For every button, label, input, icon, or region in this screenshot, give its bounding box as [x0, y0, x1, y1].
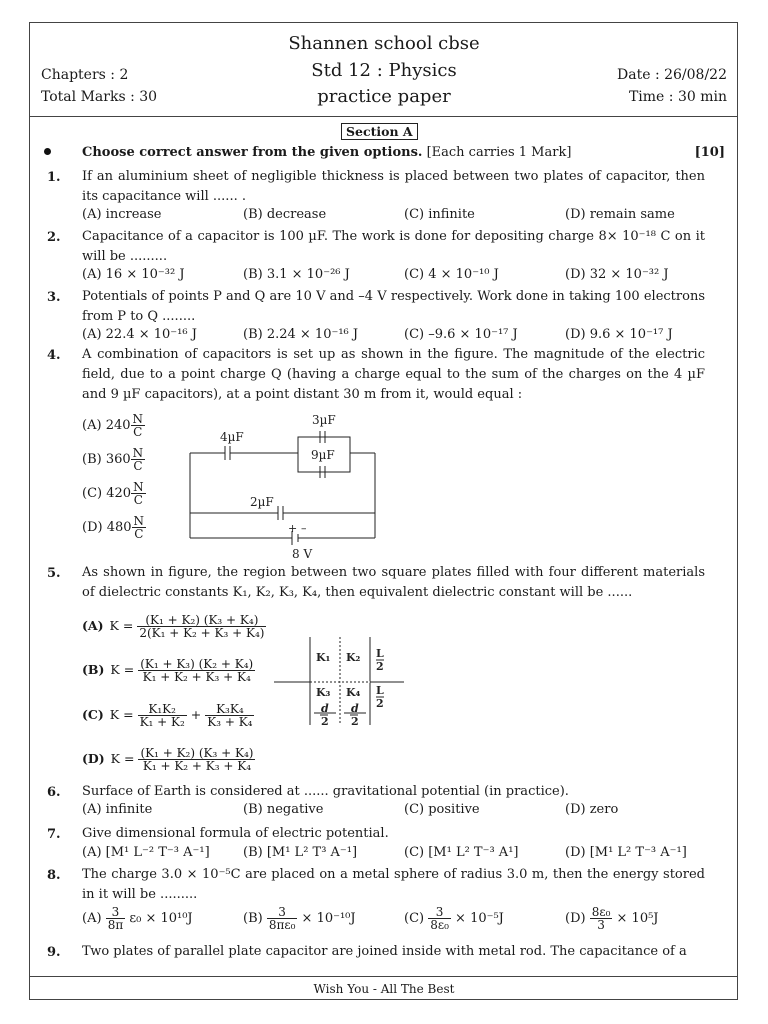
formula-fraction — [267, 906, 298, 931]
fraction-numerator: K₃K₄ — [205, 703, 254, 716]
option-value: 360 — [105, 452, 131, 467]
option: (B) 2.24 × 10⁻¹⁶ J — [243, 327, 359, 342]
label-plus: + — [288, 522, 298, 535]
option-a — [82, 614, 266, 639]
question-text: If an aluminium sheet of negligible thickness is placed between two plates of capacitor, then its capacitance will ...... . — [82, 169, 705, 204]
option-label: (D) — [82, 520, 103, 535]
fraction-denominator: 8ε₀ — [430, 918, 449, 932]
option-d — [82, 515, 146, 540]
fraction-numerator: N — [132, 446, 144, 460]
option-tail: × 10⁻⁵J — [455, 911, 504, 926]
formula-fraction — [106, 906, 126, 931]
fraction-numerator: N — [133, 514, 145, 528]
l-label-top: L — [376, 647, 384, 660]
fraction-numerator: 3 — [267, 906, 298, 919]
formula-fraction — [138, 658, 255, 683]
formula-fraction — [205, 703, 254, 728]
two-label-bottom: 2 — [376, 697, 384, 710]
fraction-numerator: N — [133, 480, 144, 494]
paper-title: practice paper — [317, 86, 451, 107]
option: (A) 22.4 × 10⁻¹⁶ J — [82, 327, 197, 342]
option-b — [82, 447, 145, 472]
question-number: 3. — [47, 290, 61, 305]
option: (C) [M¹ L² T⁻³ A¹] — [404, 845, 519, 860]
question-text: A combination of capacitors is set up as shown in the figure. The magnitude of the electric field, due to a point charge Q (having a charge equal to the sum of the charges on the 4 µF and 9 µF capacitors), at a point distant 30 m from it, would equal : — [82, 347, 705, 402]
dielectric-plates-diagram — [272, 633, 406, 729]
option-label: (A) — [82, 418, 102, 433]
fraction-denominator: 8πε₀ — [268, 918, 296, 932]
fraction-numerator: 3 — [428, 906, 451, 919]
option-tail: ε₀ × 10¹⁰J — [129, 911, 193, 926]
option-value: 480 — [106, 520, 132, 535]
option: (B) 3.1 × 10⁻²⁶ J — [243, 267, 350, 282]
option: (B) negative — [243, 802, 324, 817]
chapters: Chapters : 2 — [41, 67, 129, 83]
fraction-numerator: K₁K₂ — [138, 703, 187, 716]
option: (A) increase — [82, 207, 162, 222]
option: (A) infinite — [82, 802, 153, 817]
k4-label: K₄ — [346, 686, 361, 699]
fraction-denominator: 8π — [107, 918, 124, 932]
fraction-denominator: K₃ + K₄ — [207, 715, 253, 729]
unit-fraction — [131, 413, 146, 438]
option-label: (C) — [404, 911, 425, 926]
question-text: As shown in figure, the region between two square plates filled with four different materials of dielectric constants K₁, K₂, K₃, K₄, then equivalent dielectric constant will be ...... — [82, 565, 705, 600]
label-3uF: 3µF — [312, 413, 336, 427]
question-text: Potentials of points P and Q are 10 V and –4 V respectively. Work done in taking 100 electrons from P to Q ........ — [82, 289, 705, 324]
bullet-icon — [44, 148, 51, 155]
fraction-denominator: 3 — [597, 918, 605, 932]
option: (B) decrease — [243, 207, 327, 222]
option-tail: × 10⁵J — [616, 911, 659, 926]
fraction-denominator: C — [133, 425, 143, 439]
fraction-denominator: K₁ + K₂ — [139, 715, 185, 729]
question-text: Two plates of parallel plate capacitor are joined inside with metal rod. The capacitance of a — [82, 944, 687, 959]
option-label: (C) — [82, 486, 103, 501]
option-a — [82, 906, 193, 931]
section-title: Section A — [341, 123, 418, 140]
question-number: 8. — [47, 868, 61, 883]
option-label: (D) — [565, 911, 586, 926]
question-number: 6. — [47, 785, 61, 800]
option-d — [82, 747, 255, 772]
option-value: 420 — [106, 486, 132, 501]
question-text: Capacitance of a capacitor is 100 µF. The work is done for depositing charge 8× 10⁻¹⁸ C on it will be ......... — [82, 229, 705, 264]
fraction-numerator: 8ε₀ — [591, 905, 611, 919]
formula-fraction — [137, 614, 266, 639]
option-d — [565, 906, 659, 931]
footer-divider — [29, 976, 738, 977]
option: (A) [M¹ L⁻² T⁻³ A⁻¹] — [82, 845, 210, 860]
option-lhs: K = — [109, 618, 134, 633]
k2-label: K₂ — [346, 651, 361, 664]
option: (D) 9.6 × 10⁻¹⁷ J — [565, 327, 673, 342]
unit-fraction — [131, 481, 146, 506]
label-2uF: 2µF — [250, 495, 274, 509]
question-number: 5. — [47, 566, 61, 581]
question-number: 4. — [47, 348, 61, 363]
label-battery: 8 V — [292, 547, 313, 561]
option-b — [82, 658, 255, 683]
exam-date: Date : 26/08/22 — [617, 67, 727, 83]
option-lhs: K = — [110, 751, 135, 766]
option: (C) 4 × 10⁻¹⁰ J — [404, 267, 499, 282]
option-label: (A) — [82, 911, 102, 926]
instruction-rest: [Each carries 1 Mark] — [422, 145, 572, 160]
option: (C) –9.6 × 10⁻¹⁷ J — [404, 327, 518, 342]
two-label-left: 2 — [321, 715, 329, 728]
k3-label: K₃ — [316, 686, 331, 699]
unit-fraction — [131, 447, 146, 472]
label-4uF: 4µF — [220, 430, 244, 444]
fraction-denominator: C — [134, 527, 144, 541]
standard-subject: Std 12 : Physics — [311, 60, 457, 81]
unit-fraction — [132, 515, 147, 540]
option-tail: × 10⁻¹⁰J — [301, 911, 356, 926]
fraction-denominator: 2(K₁ + K₂ + K₃ + K₄) — [139, 626, 265, 640]
option: (C) infinite — [404, 207, 475, 222]
question-number: 1. — [47, 170, 61, 185]
option-value: 240 — [105, 418, 131, 433]
fraction-denominator: K₁ + K₂ + K₃ + K₄ — [142, 670, 251, 684]
instruction — [82, 145, 571, 160]
fraction-numerator: (K₁ + K₃) (K₂ + K₄) — [140, 657, 254, 671]
option-c — [82, 703, 254, 728]
exam-time: Time : 30 min — [628, 89, 727, 105]
option-lhs: K = — [109, 707, 134, 722]
option-label: (B) — [82, 662, 105, 677]
option-c — [82, 481, 146, 506]
question-text: Give dimensional formula of electric potential. — [82, 826, 389, 841]
option-label: (B) — [243, 911, 263, 926]
section-marks: [10] — [694, 145, 725, 160]
formula-fraction — [590, 906, 613, 931]
question-number: 2. — [47, 230, 61, 245]
option-label: (C) — [82, 707, 104, 722]
l-label-bottom: L — [376, 684, 384, 697]
option: (B) [M¹ L² T³ A⁻¹] — [243, 845, 358, 860]
formula-fraction — [428, 906, 451, 931]
label-9uF: 9µF — [311, 448, 335, 462]
option: (D) 32 × 10⁻³² J — [565, 267, 669, 282]
instruction-bold: Choose correct answer from the given options. — [82, 145, 423, 160]
option: (D) [M¹ L² T⁻³ A⁻¹] — [565, 845, 687, 860]
d-label-right: d — [351, 702, 359, 715]
capacitor-circuit-diagram — [180, 410, 390, 562]
option: (D) zero — [565, 802, 619, 817]
two-label-right: 2 — [351, 715, 359, 728]
fraction-numerator: 3 — [106, 906, 126, 919]
label-minus: – — [301, 522, 307, 535]
school-name: Shannen school cbse — [288, 33, 480, 54]
fraction-numerator: N — [132, 412, 144, 426]
fraction-numerator: (K₁ + K₂) (K₃ + K₄) — [140, 746, 254, 760]
option-label: (A) — [82, 618, 104, 633]
option: (C) positive — [404, 802, 480, 817]
option: (D) remain same — [565, 207, 675, 222]
footer-text: Wish You - All The Best — [313, 982, 455, 996]
header-divider — [29, 116, 738, 117]
option: (A) 16 × 10⁻³² J — [82, 267, 185, 282]
fraction-denominator: C — [133, 459, 143, 473]
plus-sign: + — [190, 707, 202, 722]
option-label: (B) — [82, 452, 102, 467]
fraction-denominator: C — [133, 493, 143, 507]
option-lhs: K = — [110, 662, 135, 677]
question-number: 7. — [47, 827, 61, 842]
formula-fraction — [138, 703, 187, 728]
two-label-top: 2 — [376, 660, 384, 673]
k1-label: K₁ — [316, 651, 331, 664]
question-text: The charge 3.0 × 10⁻⁵C are placed on a metal sphere of radius 3.0 m, then the energy stored in it will be ......... — [82, 867, 705, 902]
question-number: 9. — [47, 945, 61, 960]
option-c — [404, 906, 504, 931]
option-label: (D) — [82, 751, 105, 766]
total-marks: Total Marks : 30 — [41, 89, 158, 105]
formula-fraction — [138, 747, 255, 772]
fraction-denominator: K₁ + K₂ + K₃ + K₄ — [142, 759, 252, 773]
d-label-left: d — [321, 702, 329, 715]
fraction-numerator: (K₁ + K₂) (K₃ + K₄) — [137, 614, 266, 627]
option-a — [82, 413, 145, 438]
option-b — [243, 906, 356, 931]
question-text: Surface of Earth is considered at ...... gravitational potential (in practice). — [82, 784, 569, 799]
